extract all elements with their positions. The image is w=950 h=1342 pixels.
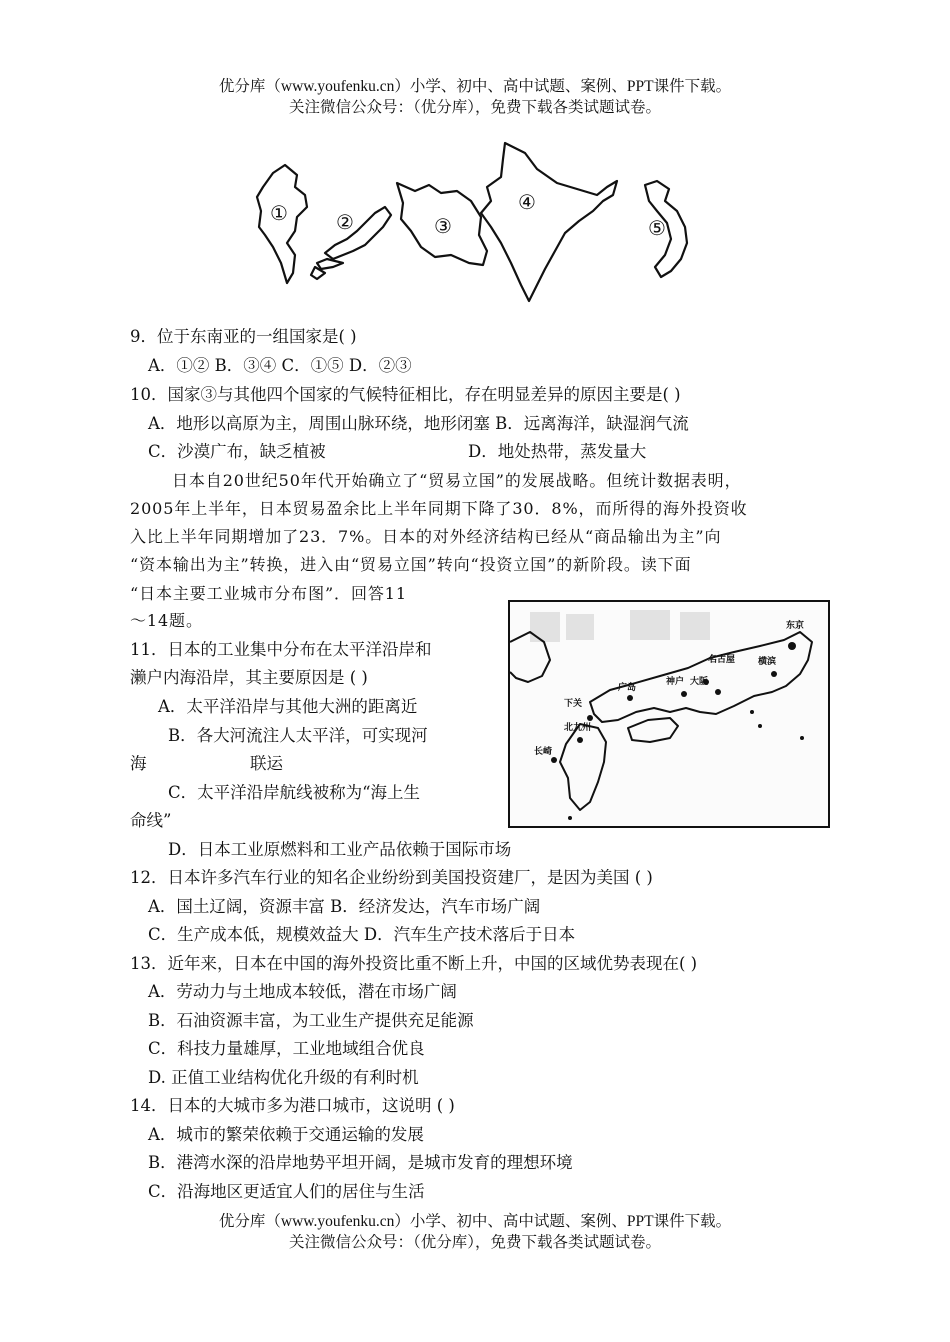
q13-option-a: A．劳动力与土地成本较低，潜在市场广阔 <box>148 982 457 1001</box>
city-kobe: 神户 <box>666 677 685 687</box>
q14-option-a: A．城市的繁荣依赖于交通运输的发展 <box>148 1125 424 1144</box>
q9-stem: 9．位于东南亚的一组国家是( ) <box>130 327 357 346</box>
country-label-2: ② <box>336 210 354 234</box>
country-label-4: ④ <box>518 190 536 214</box>
country-label-5: ⑤ <box>648 216 666 240</box>
country-2-outline <box>325 207 391 259</box>
country-label-1: ① <box>270 201 288 225</box>
q13-stem: 13．近年来，日本在中国的海外投资比重不断上升，中国的区域优势表现在( ) <box>130 954 698 973</box>
q11-stem-2: 濑户内海沿岸，其主要原因是 ( ) <box>130 668 368 687</box>
city-tokyo: 东京 <box>786 621 805 631</box>
q10-option-ab: A．地形以高原为主，周围山脉环绕，地形闭塞 B．远离海洋，缺湿润气流 <box>148 414 689 433</box>
passage-line-6: ～14题。 <box>130 611 203 630</box>
city-osaka: 大阪 <box>690 677 709 687</box>
q14-stem: 14．日本的大城市多为港口城市，这说明 ( ) <box>130 1096 455 1115</box>
japan-industrial-city-map <box>508 600 830 828</box>
city-nagoya: 名古屋 <box>708 655 736 665</box>
country-outline-map <box>225 135 705 310</box>
city-shimonoseki: 下关 <box>564 699 583 709</box>
passage-line-2: 2005年上半年，日本贸易盈余比上半年同期下降了30．8%，而所得的海外投资收 <box>130 499 748 518</box>
q14-option-c: C．沿海地区更适宜人们的居住与生活 <box>148 1182 425 1201</box>
q12-stem: 12．日本许多汽车行业的知名企业纷纷到美国投资建厂，是因为美国 ( ) <box>130 868 653 887</box>
q13-option-c: C．科技力量雄厚，工业地域组合优良 <box>148 1039 425 1058</box>
passage-line-1: 日本自20世纪50年代开始确立了“贸易立国”的发展战略。但统计数据表明， <box>172 471 742 490</box>
city-nagasaki: 长崎 <box>534 747 553 757</box>
q13-option-d: D. 正值工业结构优化升级的有利时机 <box>148 1068 419 1087</box>
q11-option-b-1: B．各大河流注人太平洋，可实现河 <box>168 726 428 745</box>
passage-line-4: “资本输出为主”转换，进入由“贸易立国”转向“投资立国”的新阶段。读下面 <box>130 555 692 574</box>
header-line-1: 优分库（www.youfenku.cn）小学、初中、高中试题、案例、PPT课件下载。 <box>218 78 732 95</box>
q12-option-ab: A．国土辽阔，资源丰富 B．经济发达，汽车市场广阔 <box>148 897 541 916</box>
header-line-2: 关注微信公众号：（优分库），免费下载各类试题试卷。 <box>288 99 661 116</box>
q10-option-c: C．沙漠广布，缺乏植被 <box>148 442 326 461</box>
city-hiroshima: 广岛 <box>618 683 637 693</box>
q11-stem-1: 11．日本的工业集中分布在太平洋沿岸和 <box>130 640 432 659</box>
q11-option-c-1: C．太平洋沿岸航线被称为“海上生 <box>168 783 421 802</box>
q11-option-a: A．太平洋沿岸与其他大洲的距离近 <box>158 697 418 716</box>
country-4-outline <box>481 143 617 301</box>
passage-line-3: 入比上半年同期增加了23．7%。日本的对外经济结构已经从“商品输出为主”向 <box>130 527 722 546</box>
footer-line-2: 关注微信公众号：（优分库），免费下载各类试题试卷。 <box>288 1234 661 1251</box>
q10-option-d: D．地处热带，蒸发量大 <box>468 442 647 461</box>
q11-option-c-2: 命线” <box>130 811 172 830</box>
q9-options: A．①② B．③④ C．①⑤ D．②③ <box>148 356 412 375</box>
q14-option-b: B．港湾水深的沿岸地势平坦开阔，是城市发育的理想环境 <box>148 1153 573 1172</box>
city-yokohama: 横滨 <box>758 657 777 667</box>
q13-option-b: B．石油资源丰富，为工业生产提供充足能源 <box>148 1011 474 1030</box>
country-label-3: ③ <box>434 214 452 238</box>
passage-line-5: “日本主要工业城市分布图”．回答11 <box>130 584 407 603</box>
footer-line-1: 优分库（www.youfenku.cn）小学、初中、高中试题、案例、PPT课件下载。 <box>218 1213 732 1230</box>
q11-option-b-2a: 海 <box>130 754 147 773</box>
q11-option-d: D．日本工业原燃料和工业产品依赖于国际市场 <box>168 840 512 859</box>
q10-stem: 10．国家③与其他四个国家的气候特征相比，存在明显差异的原因主要是( ) <box>130 385 681 404</box>
q11-option-b-2b: 联运 <box>250 754 283 773</box>
city-kitakyushu: 北九州 <box>564 723 592 733</box>
q12-option-cd: C．生产成本低，规模效益大 D．汽车生产技术落后于日本 <box>148 925 576 944</box>
